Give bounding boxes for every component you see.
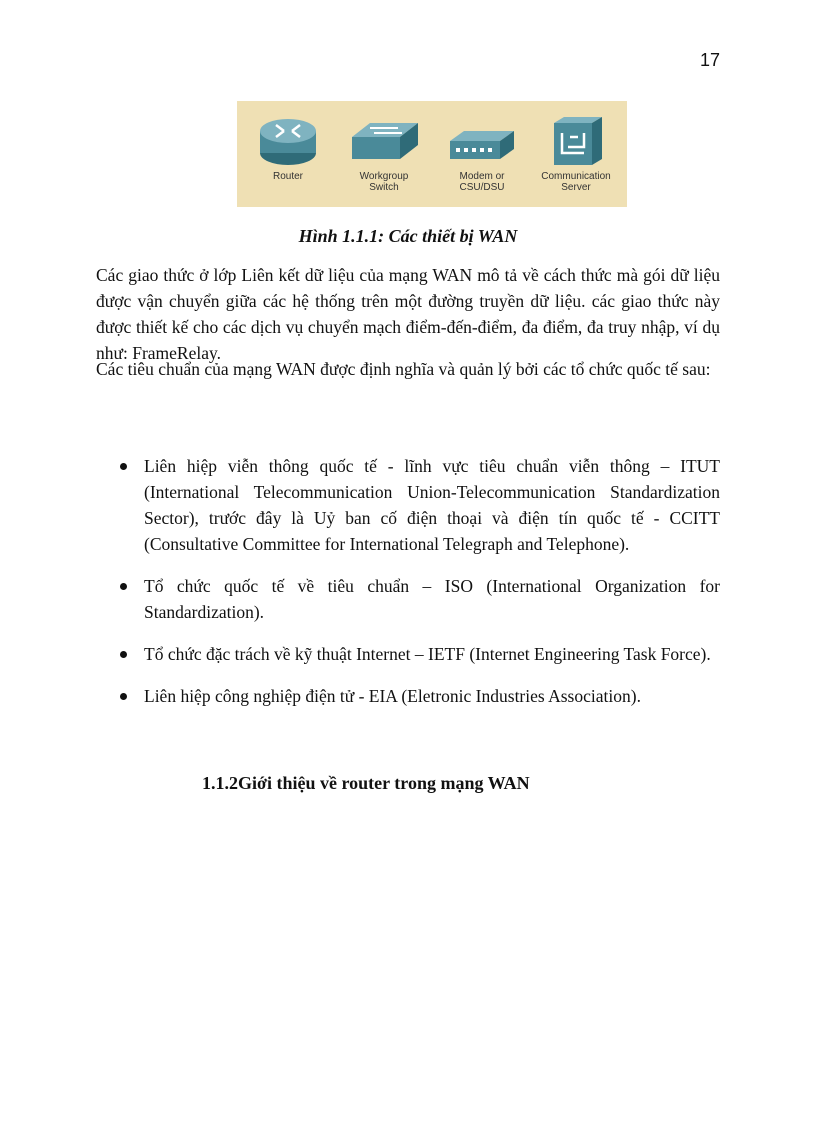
switch-label: Workgroup Switch <box>359 171 409 193</box>
modem-device <box>435 113 529 193</box>
modem-icon <box>446 113 518 169</box>
wan-devices-figure <box>237 101 627 207</box>
list-item: Liên hiệp công nghiệp điện tử - EIA (Eletronic Industries Association). <box>118 683 720 709</box>
section-heading: 1.1.2Giới thiệu về router trong mạng WAN <box>202 773 530 793</box>
modem-label: Modem or CSU/DSU <box>459 171 505 193</box>
list-item: Liên hiệp viễn thông quốc tế - lĩnh vực tiêu chuẩn viễn thông – ITUT (International Telecommunication Union-Telecommunication Standardization Sector), trước đây là Uỷ ban cố điện thoại và điện tín quốc tế - CCITT (Consultative Committee for International Telegraph and Telephone). <box>118 453 720 557</box>
paragraph-wan-protocols: Các giao thức ở lớp Liên kết dữ liệu của mạng WAN mô tả về cách thức mà gói dữ liệu được vận chuyển giữa các hệ thống trên một đường truyền dữ liệu. các giao thức này được thiết kế cho các dịch vụ chuyển mạch điểm-đến-điểm, đa điểm, đa truy nhập, ví dụ như: FrameRelay. <box>96 265 720 363</box>
server-label: Communication Server <box>541 171 611 193</box>
list-item: Tổ chức đặc trách về kỹ thuật Internet – IETF (Internet Engineering Task Force). <box>118 641 720 667</box>
switch-icon <box>348 113 420 169</box>
server-icon <box>544 113 608 169</box>
router-icon <box>256 113 320 169</box>
figure-caption: Hình 1.1.1: Các thiết bị WAN <box>298 226 518 246</box>
router-device <box>241 113 335 182</box>
standards-organizations-list <box>118 453 720 709</box>
router-label: Router <box>272 171 303 182</box>
server-device <box>529 113 623 193</box>
list-item: Tổ chức quốc tế về tiêu chuẩn – ISO (International Organization for Standardization). <box>118 573 720 625</box>
page-number: 17 <box>699 50 720 70</box>
paragraph-wan-standards: Các tiêu chuẩn của mạng WAN được định nghĩa và quản lý bởi các tổ chức quốc tế sau: <box>96 359 711 379</box>
switch-device <box>337 113 431 193</box>
